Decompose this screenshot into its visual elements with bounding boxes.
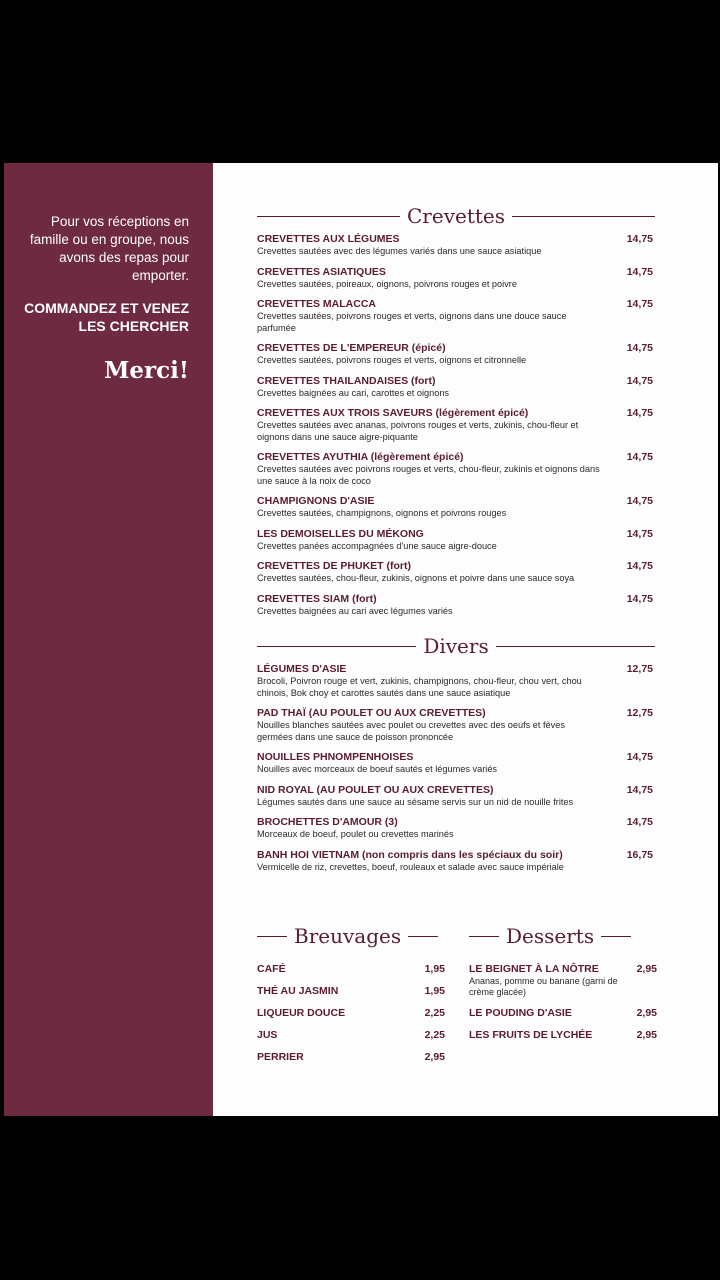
menu-item-name: CREVETTES AUX LÉGUMES [257,233,400,245]
menu-item-text [257,707,602,743]
menu-item-desc: Crevettes sautées avec des légumes variés dans une sauce asiatique [257,246,542,256]
menu-item [257,495,655,520]
menu-item [469,963,657,998]
menu-item-price: 2,25 [424,1007,445,1019]
breuvages-section [257,923,445,1073]
menu-item-text [257,784,602,809]
menu-item-desc: Crevettes sautées, poivrons rouges et verts, oignons dans une douce sauce parfumée [257,311,567,333]
crevettes-list [257,233,655,617]
menu-item-desc: Crevettes sautées, chou-fleur, zukinis, oignons et poivre dans une sauce soya [257,573,575,583]
menu-item-desc: Brocoli, Poivron rouge et vert, zukinis, champignons, chou-fleur, chou vert, chou chinois, Bok choy et carottes sautés dans une sauce asiatique [257,676,582,698]
menu-item-desc: Crevettes baignées au cari, carottes et oignons [257,387,450,398]
menu-item [257,1051,445,1064]
menu-item-price: 2,95 [424,1051,445,1063]
header-rule [408,936,438,937]
menu-item-name: LE POUDING D'ASIE [469,1007,572,1019]
menu-item-name: CREVETTES SIAM (fort) [257,592,377,605]
menu-item [257,784,655,809]
menu-item-name: CREVETTES MALACCA [257,298,377,310]
menu-item-desc: Vermicelle de riz, crevettes, boeuf, rouleaux et salade avec sauce impériale [257,861,564,872]
menu-item-price: 14,75 [626,560,653,572]
header-rule [257,936,287,937]
menu-item [257,751,655,776]
menu-item-text [257,528,602,553]
menu-item-name: CREVETTES DE PHUKET (fort) [257,560,412,572]
sidebar-cta: COMMANDEZ ET VENEZ LES CHERCHER [24,300,189,334]
menu-item-text [257,1029,407,1042]
menu-item [257,1007,445,1020]
sidebar-intro: Pour vos réceptions en famille ou en groupe, nous avons des repas pour emporter. [29,214,189,283]
section-title: Desserts [506,924,595,948]
breuvages-list [257,963,445,1064]
menu-item-name: CREVETTES DE L'EMPEREUR (épicé) [257,342,446,354]
menu-item [257,451,655,487]
menu-item [257,560,655,585]
menu-item-text [257,375,602,400]
menu-item-text [257,451,602,487]
menu-item-name: LE BEIGNET À LA NÔTRE [469,963,599,975]
menu-item-desc: Morceaux de boeuf, poulet ou crevettes marinés [257,829,454,839]
section-title: Crevettes [407,204,506,228]
sidebar [4,163,213,1116]
menu-item [257,663,655,699]
menu-item-text [257,1007,407,1020]
menu-item-desc: Crevettes sautées, poivrons rouges et verts, oignons et citronnelle [257,355,527,365]
menu-item-text [469,1007,619,1020]
menu-item-price: 2,95 [636,1007,657,1019]
menu-item [257,593,655,618]
menu-item-price: 12,75 [626,707,653,719]
menu-content [257,203,655,881]
menu-item-name: JUS [257,1029,278,1041]
menu-item-desc: Crevettes panées accompagnées d'une sauce aigre-douce [257,540,497,551]
menu-item-price: 14,75 [626,451,653,463]
menu-item-name: LÉGUMES D'ASIE [257,663,347,675]
menu-item-name: CREVETTES AUX TROIS SAVEURS (légèrement épicé) [257,407,529,419]
menu-item-price: 2,95 [636,1029,657,1041]
menu-item-name: LIQUEUR DOUCE [257,1007,346,1019]
desserts-list [469,963,657,1042]
header-rule [257,216,400,217]
menu-item-text [257,985,407,998]
menu-item-text [257,593,602,618]
bottom-sections [257,923,657,1073]
menu-item-name: NOUILLES PHNOMPENHOISES [257,751,414,763]
menu-item-text [257,233,602,258]
sidebar-thanks: Merci! [103,357,189,384]
menu-item-name: PERRIER [257,1051,304,1063]
menu-item-desc: Crevettes sautées avec poivrons rouges et verts, chou-fleur, zukinis et oignons dans une sauce à la noix de coco [257,464,600,486]
menu-item-desc: Crevettes baignées au cari avec légumes variés [257,605,453,616]
menu-item-text [257,298,602,334]
menu-item-desc: Crevettes sautées, champignons, oignons et poivrons rouges [257,508,507,518]
menu-page [4,163,718,1116]
section-title: Divers [423,634,489,658]
crevettes-header [257,203,655,229]
header-rule [257,646,416,647]
menu-item-price: 12,75 [626,663,653,675]
menu-item-desc: Crevettes sautées, poireaux, oignons, poivrons rouges et poivre [257,278,517,289]
menu-item [257,816,655,841]
menu-item [257,407,655,443]
menu-item-price: 14,75 [626,265,653,278]
header-rule [601,936,631,937]
menu-item-name: CREVETTES AYUTHIA (légèrement épicé) [257,451,464,463]
menu-item-price: 14,75 [626,298,653,310]
menu-item-price: 14,75 [626,751,653,763]
menu-item-name: LES FRUITS DE LYCHÉE [469,1029,593,1041]
divers-header [257,633,655,659]
menu-item-text [257,751,602,776]
section-title: Breuvages [294,924,402,948]
menu-item-desc: Légumes sautés dans une sauce au sésame servis sur un nid de nouille frites [257,796,574,807]
menu-item [257,849,655,874]
menu-item-name: BANH HOI VIETNAM (non compris dans les spéciaux du soir) [257,848,563,861]
menu-item-text [257,663,602,699]
menu-item-price: 14,75 [626,527,653,540]
menu-item-name: CREVETTES THAILANDAISES (fort) [257,374,436,387]
menu-item [257,342,655,367]
menu-item [469,1007,657,1020]
menu-item [257,298,655,334]
menu-item-price: 2,95 [636,963,657,975]
menu-item-name: CAFÉ [257,963,286,975]
menu-item-price: 16,75 [626,848,653,861]
menu-item-name: CREVETTES ASIATIQUES [257,265,386,278]
menu-item-text [257,407,602,443]
header-rule [469,936,499,937]
breuvages-header [257,923,445,949]
header-rule [512,216,655,217]
menu-item [257,985,445,998]
menu-item-price: 14,75 [626,342,653,354]
menu-item-desc: Nouilles blanches sautées avec poulet ou crevettes avec des oeufs et fèves germées dans une sauce de poisson prononcée [257,720,565,742]
menu-item [257,528,655,553]
desserts-header [469,923,657,949]
menu-item-price: 14,75 [626,816,653,828]
menu-item-text [469,963,619,998]
header-rule [496,646,655,647]
menu-item-name: LES DEMOISELLES DU MÉKONG [257,527,424,540]
menu-item-text [257,849,602,874]
menu-item-desc: Crevettes sautées avec ananas, poivrons rouges et verts, zukinis, chou-fleur et oignons dans une sauce aigre-piquante [257,420,579,442]
menu-item-text [257,816,602,841]
menu-item [257,233,655,258]
menu-item-name: PAD THAÏ (AU POULET OU AUX CREVETTES) [257,707,486,719]
menu-item-text [257,963,407,976]
menu-item-price: 1,95 [424,963,445,975]
divers-list [257,663,655,873]
menu-item-text [257,342,602,367]
menu-item-price: 14,75 [626,495,653,507]
menu-item-name: THÉ AU JASMIN [257,985,339,997]
menu-item-text [257,266,602,291]
menu-item-name: NID ROYAL (AU POULET OU AUX CREVETTES) [257,783,494,796]
menu-item-text [257,495,602,520]
menu-item-price: 2,25 [424,1029,445,1041]
menu-item [257,963,445,976]
menu-item [257,266,655,291]
menu-item-price: 14,75 [626,407,653,419]
menu-item-price: 1,95 [424,985,445,997]
menu-item-text [469,1029,619,1042]
menu-item [257,707,655,743]
menu-item-name: CHAMPIGNONS D'ASIE [257,495,375,507]
menu-item-text [257,560,602,585]
menu-item-price: 14,75 [626,592,653,605]
menu-item-price: 14,75 [626,233,653,245]
menu-item-price: 14,75 [626,783,653,796]
menu-item-text [257,1051,407,1064]
menu-item [257,375,655,400]
menu-item [469,1029,657,1042]
desserts-section [469,923,657,1073]
menu-item-name: BROCHETTES D'AMOUR (3) [257,816,398,828]
menu-item-desc: Ananas, pomme ou banane (garni de crème glacée) [469,976,618,997]
menu-item-price: 14,75 [626,374,653,387]
menu-item-desc: Nouilles avec morceaux de boeuf sautés et légumes variés [257,764,498,774]
menu-item [257,1029,445,1042]
